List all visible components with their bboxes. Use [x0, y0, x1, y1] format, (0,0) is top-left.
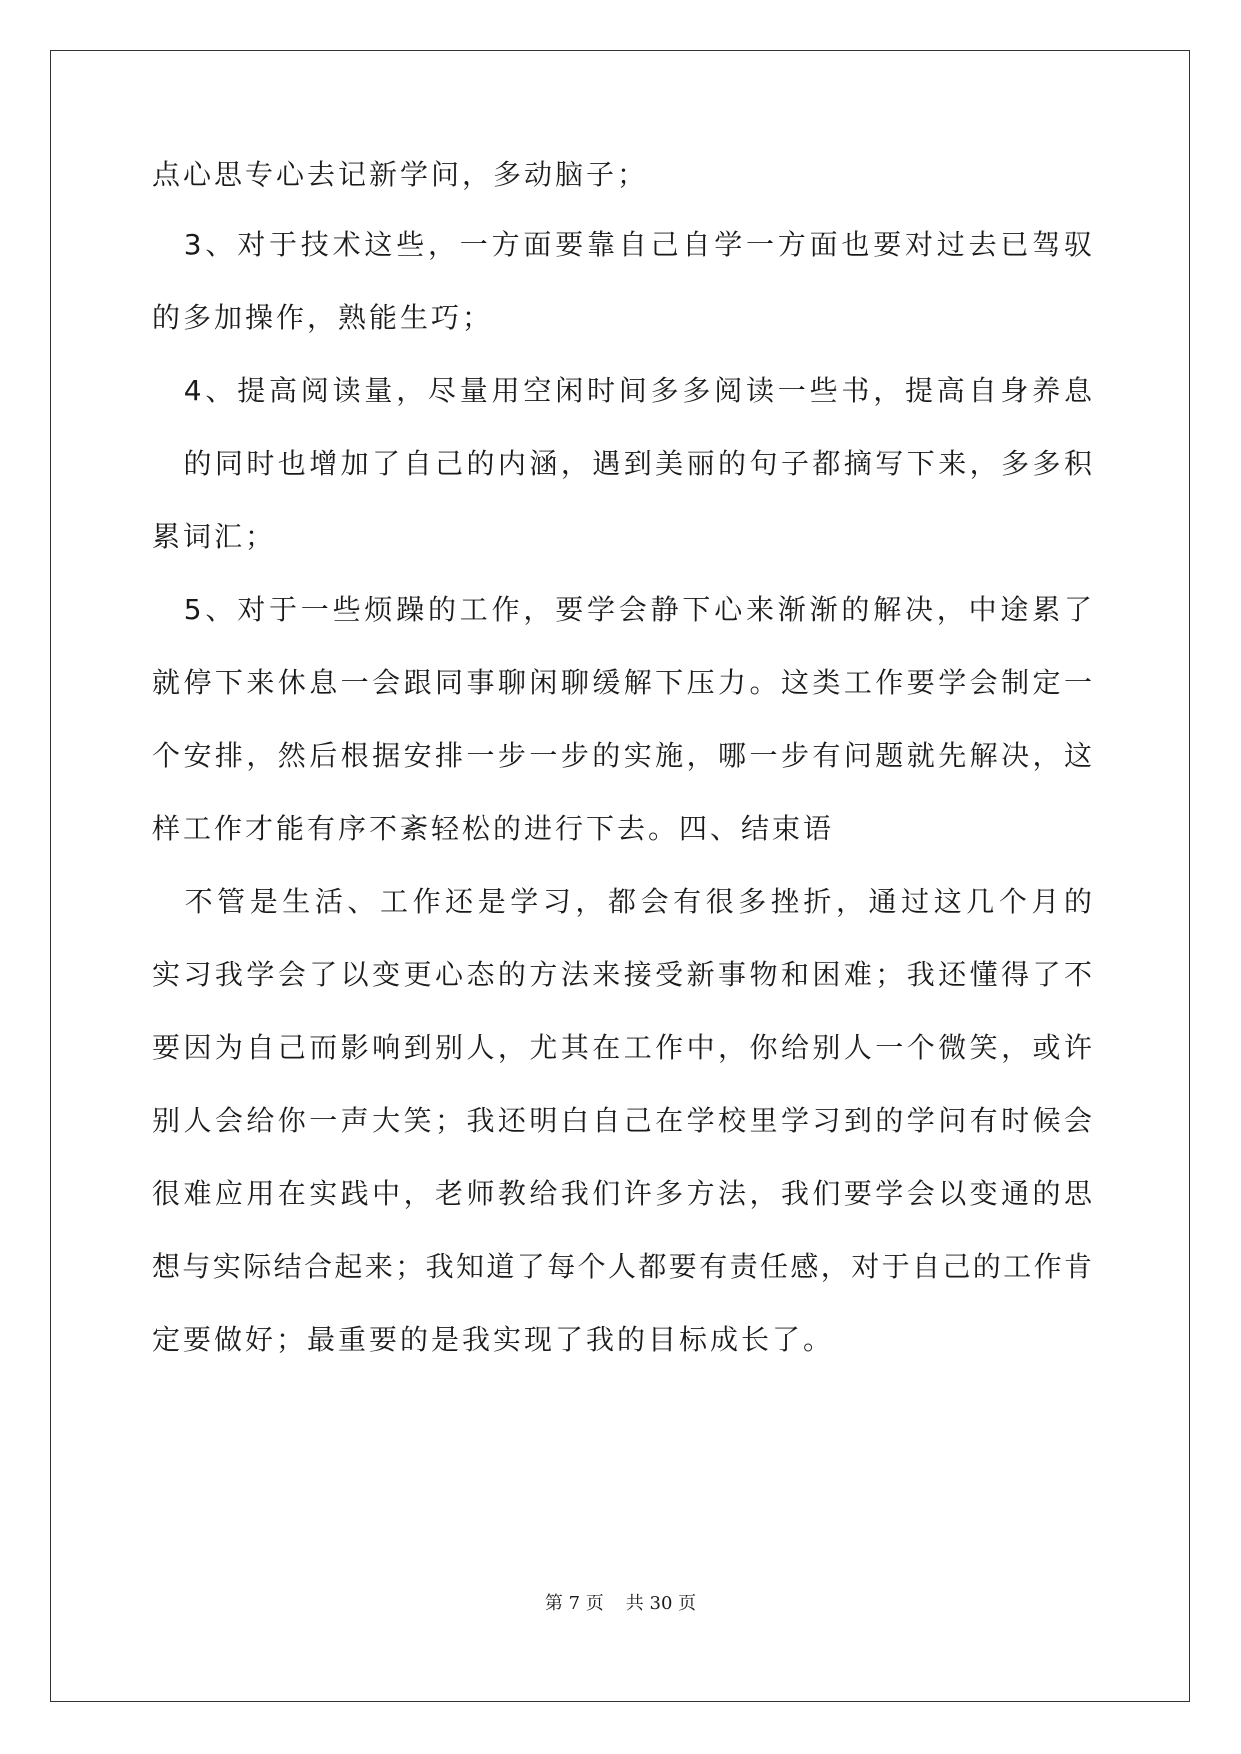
page-footer: [0, 1592, 1241, 1616]
text-line: 样工作才能有序不紊轻松的进行下去。四、结束语: [152, 812, 835, 845]
text-line: 别人会给你一声大笑；我还明白自己在学校里学习到的学问有时候会: [152, 1104, 1092, 1137]
text-line: 定要做好；最重要的是我实现了我的目标成长了。: [152, 1323, 835, 1356]
text-line: 的多加操作，熟能生巧；: [152, 301, 494, 334]
text-line: 就停下来休息一会跟同事聊闲聊缓解下压力。这类工作要学会制定一: [152, 666, 1092, 699]
page-total: 共 30 页: [625, 1593, 697, 1614]
text-line: 5、对于一些烦躁的工作，要学会静下心来渐渐的解决，中途累了: [152, 593, 1092, 626]
text-line: 个安排，然后根据安排一步一步的实施，哪一步有问题就先解决，这: [152, 739, 1092, 772]
text-line: 的同时也增加了自己的内涵，遇到美丽的句子都摘写下来，多多积: [152, 447, 1092, 480]
text-line: 不管是生活、工作还是学习，都会有很多挫折，通过这几个月的: [152, 885, 1092, 918]
text-line: 4、提高阅读量，尽量用空闲时间多多阅读一些书，提高自身养息: [152, 374, 1092, 407]
text-line: 3、对于技术这些，一方面要靠自己自学一方面也要对过去已驾驭: [152, 228, 1092, 261]
text-line: 点心思专心去记新学问，多动脑子；: [152, 158, 649, 191]
text-line: 实习我学会了以变更心态的方法来接受新事物和困难；我还懂得了不: [152, 958, 1092, 991]
text-line: 要因为自己而影响到别人，尤其在工作中，你给别人一个微笑，或许: [152, 1031, 1092, 1064]
page-number: 第 7 页: [544, 1593, 604, 1614]
text-line: 很难应用在实践中，老师教给我们许多方法，我们要学会以变通的思: [152, 1177, 1092, 1210]
text-line: 想与实际结合起来；我知道了每个人都要有责任感，对于自己的工作肯: [152, 1250, 1092, 1283]
text-line: 累词汇；: [152, 520, 277, 553]
